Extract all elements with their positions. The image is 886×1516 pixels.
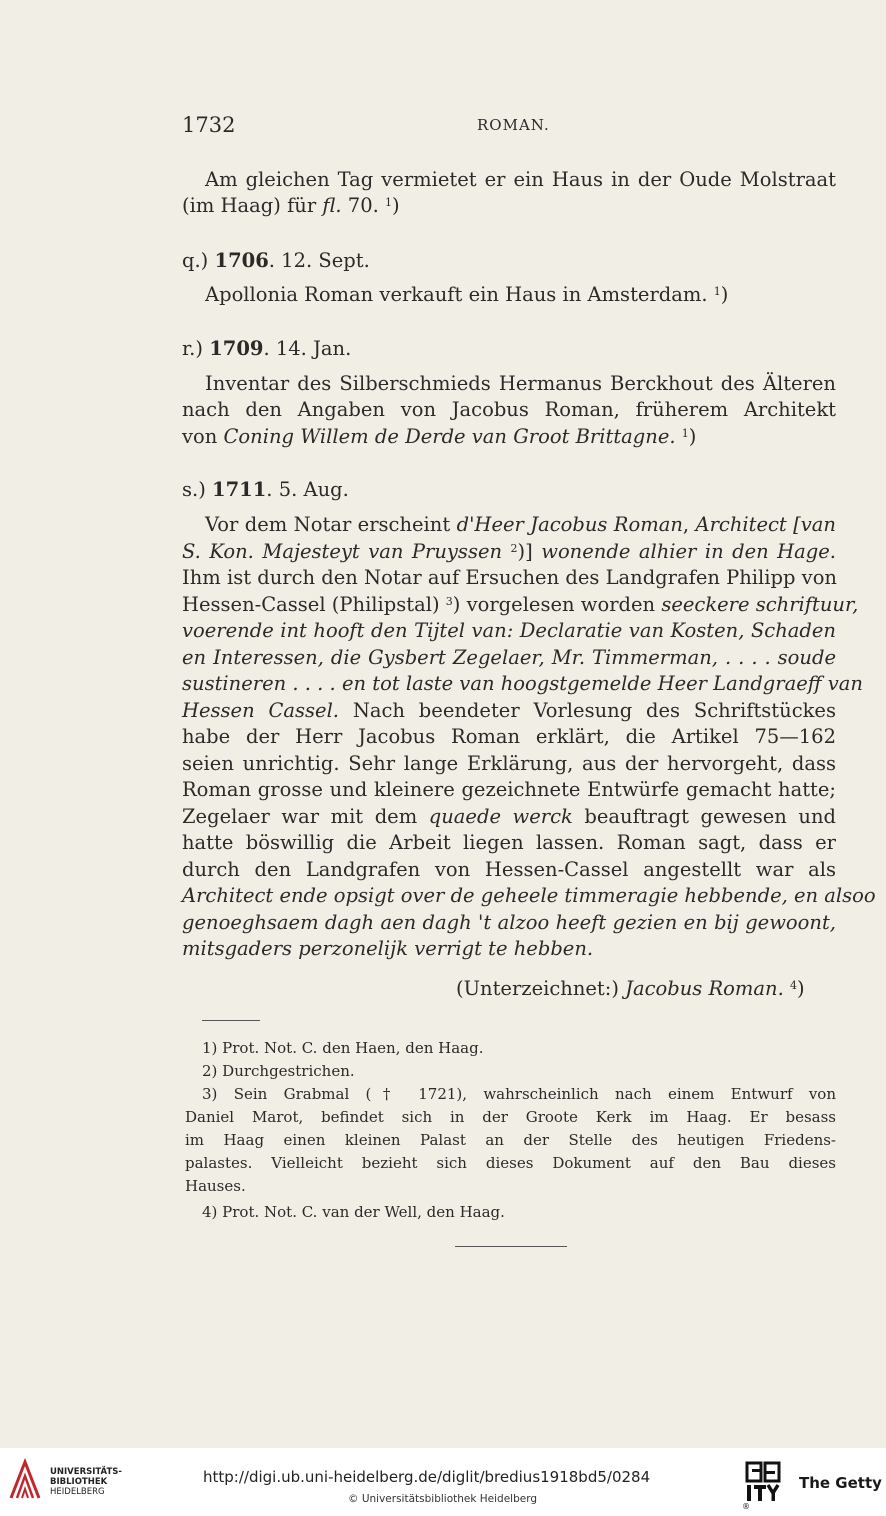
page-header <box>182 112 836 138</box>
paragraph-line: seien unrichtig. Sehr lange Erklärung, aus der hervorgeht, dass <box>182 752 836 775</box>
entry-heading-q: q.) 1706. 12. Sept. <box>182 249 370 272</box>
paragraph-line: Apollonia Roman verkauft ein Haus in Amsterdam. $^1$) <box>205 283 729 306</box>
footnote: Daniel Marot, befindet sich in der Groote Kerk im Haag. Er besass <box>185 1108 836 1126</box>
paragraph-line: voerende int hooft den Tijtel van: Declaratie van Kosten, Schaden <box>182 619 836 642</box>
paragraph-line: sustineren . . . . en tot laste van hoogstgemelde Heer Landgraeff van <box>182 672 863 695</box>
paragraph-line: Vor dem Notar erscheint d'Heer Jacobus Roman, Architect [van <box>205 513 836 536</box>
footnote: im Haag einen kleinen Palast an der Stelle des heutigen Friedens- <box>185 1131 836 1149</box>
paragraph-line: S. Kon. Majesteyt van Pruyssen $^2$)] wonende alhier in den Hage. <box>182 540 837 563</box>
heidelberg-library-logo-icon <box>8 1458 42 1502</box>
paragraph-line: Ihm ist durch den Notar auf Ersuchen des Landgrafen Philipp von <box>182 566 837 589</box>
footnote: Hauses. <box>185 1177 246 1195</box>
paragraph-line: Architect ende opsigt over de geheele timmeragie hebbende, en alsoo <box>182 884 876 907</box>
paragraph-line: von Coning Willem de Derde van Groot Brittagne. $^1$) <box>182 425 697 448</box>
paragraph-line: Hessen-Cassel (Philipstal) $^3$) vorgelesen worden seeckere schriftuur, <box>182 593 859 616</box>
signature-line: (Unterzeichnet:) Jacobus Roman. $^4$) <box>456 977 805 1000</box>
paragraph-line: Hessen Cassel. Nach beendeter Vorlesung des Schriftstückes <box>182 699 836 722</box>
paragraph-line: habe der Herr Jacobus Roman erklärt, die Artikel 75—162 <box>182 725 836 748</box>
paragraph-line: genoeghsaem dagh aen dagh 't alzoo heeft gezien en bij gewoont, <box>182 911 836 934</box>
library-name: UNIVERSITÄTS- BIBLIOTHEK HEIDELBERG <box>50 1467 122 1497</box>
paragraph-line: en Interessen, die Gysbert Zegelaer, Mr. Timmerman, . . . . soude <box>182 646 836 669</box>
footnote: 3) Sein Grabmal († 1721), wahrscheinlich nach einem Entwurf von <box>202 1085 836 1103</box>
paragraph-line: Inventar des Silberschmieds Hermanus Berckhout des Älteren <box>205 372 836 395</box>
page-number: 1732 <box>182 113 236 137</box>
footnote-divider <box>202 1020 260 1021</box>
paragraph-line: nach den Angaben von Jacobus Roman, früherem Architekt <box>182 398 836 421</box>
paragraph-line: (im Haag) für fl. 70. $^1$) <box>182 194 400 217</box>
paragraph-line: mitsgaders perzonelijk verrigt te hebben. <box>182 937 594 960</box>
paragraph-line: Zegelaer war mit dem quaede werck beauftragt gewesen und <box>182 805 836 828</box>
paragraph-line: Am gleichen Tag vermietet er ein Haus in der Oude Molstraat <box>205 168 836 191</box>
paragraph-line: durch den Landgrafen von Hessen-Cassel angestellt war als <box>182 858 836 881</box>
permalink-url[interactable]: http://digi.ub.uni-heidelberg.de/diglit/bredius1918bd5/0284 <box>203 1468 651 1486</box>
running-title: ROMAN. <box>477 116 550 134</box>
entry-heading-s: s.) 1711. 5. Aug. <box>182 478 349 501</box>
page-end-rule <box>455 1246 567 1247</box>
paragraph-line: hatte böswillig die Arbeit liegen lassen. Roman sagt, dass er <box>182 831 836 854</box>
registered-mark: ® <box>742 1502 750 1511</box>
footnote: 4) Prot. Not. C. van der Well, den Haag. <box>202 1203 505 1221</box>
getty-wordmark: The Getty <box>799 1474 882 1492</box>
entry-heading-r: r.) 1709. 14. Jan. <box>182 337 352 360</box>
footnote: palastes. Vielleicht bezieht sich dieses Dokument auf den Bau dieses <box>185 1154 836 1172</box>
footnote: 2) Durchgestrichen. <box>202 1062 355 1080</box>
paragraph-line: Roman grosse und kleinere gezeichnete Entwürfe gemacht hatte; <box>182 778 836 801</box>
footnote: 1) Prot. Not. C. den Haen, den Haag. <box>202 1039 484 1057</box>
viewer-footer <box>0 1448 886 1516</box>
copyright-notice: © Universitätsbibliothek Heidelberg <box>348 1493 538 1505</box>
getty-logo-icon <box>745 1461 783 1503</box>
